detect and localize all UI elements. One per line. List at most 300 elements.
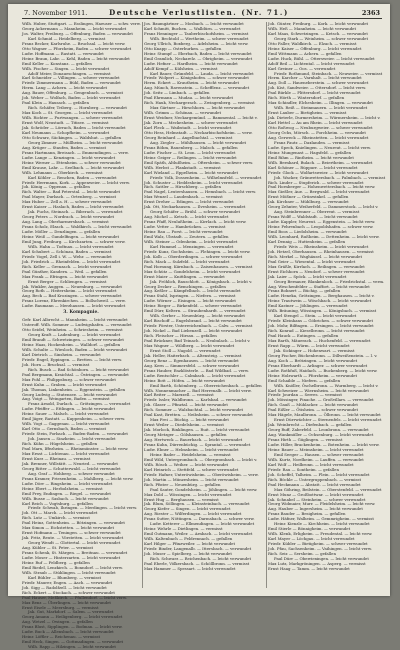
list-entry: Franz Bauder — Besigheim. — gefallen (268, 511, 346, 517)
list-entry: Paul Heckmann — Abstatt. — leicht verwundet (268, 481, 361, 487)
list-entry: Georg Stark — Weinheim. — schwer verwundet (274, 35, 369, 41)
list-entry: Franz Becker, Karlsruhe. — Bruchsal. — leicht verw. (22, 40, 126, 46)
list-entry: Max Gärtner — Hirschhorn. — leicht verwundet (150, 105, 245, 111)
list-entry: Paul Bürkle — Plittersdorf. — leicht verwundet (268, 90, 361, 96)
list-entry: Heinr. Trautwein — Wöschbach. — leicht verwundet (268, 298, 372, 304)
list-entry: Wilh. Herbst — Plankstadt. — vermisst (144, 164, 221, 170)
list-entry: Ludw. Ketterer — Ellmendingen. — leicht verwundet (150, 521, 255, 527)
list-entry: Franz Schenk, St. Märgen. — Breitnau. — verwundet (22, 550, 128, 556)
list-entry: Friedr. Kübler — Bietigheim. — schwer verwundet (268, 541, 368, 547)
list-entry: Herm. Eckert — Krautheim. — leicht verwundet (144, 80, 240, 86)
list-entry: Karl Bischoff — Engelsbrand. — leicht verwundet (144, 318, 242, 324)
list-entry: Wilh. Bernhard, Bulach. — Beiertheim. — verwundet (268, 159, 373, 165)
list-entry: Ernst Lauber — Bietigheim. — vermisst (268, 110, 347, 116)
list-entry: Max Wagner — Wildberg. — leicht verwundet (144, 342, 235, 348)
list-entry: Ludw. Vetter — Hambrücken. — vermisst (144, 224, 226, 230)
list-entry: Joh. Hetzel, Oberhausen. — Rheinhausen. — vermisst (268, 248, 374, 254)
list-entry: Ernst Eisele — Meersburg. — vermisst (22, 604, 99, 610)
list-entry: Ludw. Rothfuß, Haidach. — Buckenberg. — leicht verw. (268, 367, 378, 373)
list-entry: Gefr. Karl Albrecht — Mannheim. — leicht verwundet (22, 317, 128, 323)
list-entry: Wilh. Heß — Mannheim. — leicht verwundet (268, 25, 357, 31)
list-entry: Georg Ullrich, Boxberg. — Adelsheim. — leicht verw. (144, 40, 249, 46)
list-entry: Joh. Seitz — Limbach. — gefallen (144, 90, 210, 96)
list-entry: Franz Scholz, Elzach. — Waldkirch. — leicht verwundet (22, 224, 132, 230)
list-entry: Adolf Beil — Lichtental. — leicht verwundet (268, 60, 355, 66)
list-entry: Friedr. Förster, Unterreichenbach. — Calw. — vermisst (144, 323, 253, 329)
list-entry: Heinr. Weiß — Gundelfingen. — leicht verwundet (22, 233, 120, 239)
list-entry: Heinr. Rieger — Birkenfeld. — schwer verwundet (144, 303, 242, 309)
list-entry: Friedr. Zimmermann — Bühl, Baden — verwundet (22, 80, 121, 86)
list-entry: Joh. Kist, Sandweier. — Ottersdorf. — leicht verw. (268, 85, 367, 91)
list-entry: Aug. Krüger — Staufen, Baden — vermisst (22, 144, 107, 150)
list-entry: Ernst Stoll — Nagold. — verwundet (150, 347, 221, 353)
list-entry: Karl Schöner — Rüppurr. — leicht verwundet (268, 164, 358, 170)
list-entry: Emil Krause, Lahr. — Seelbach. — leicht verwundet (22, 164, 125, 170)
list-entry: Ernst Rapp — Würm. — leicht verwundet (268, 342, 350, 348)
list-entry: Aug. Koch — Brötzingen. — leicht verwundet (268, 357, 358, 363)
list-entry: Aug. Graf — Hohberg. — schwer verwundet (28, 470, 115, 476)
list-entry: Paul Dürr — Oberriexingen. — leicht verwundet (274, 555, 369, 561)
list-entry: Karl Schmid — Heidelberg. — vermisst (28, 35, 106, 41)
list-entry: Friedr. Rau — Sontheim. — gefallen (268, 466, 339, 472)
list-entry: Paul Günther, Kandern. — Weil. — gefallen (22, 268, 107, 274)
list-entry: Georg Metzger — Gölshausen. — gefallen (144, 432, 227, 438)
list-entry: Ludw. Speck, Knielingen. — Neureut. — leicht verw. (268, 144, 372, 150)
list-entry: Heinr. Geiger — Reilingen. — leicht verwundet (144, 154, 237, 160)
list-entry: Friedr. Rothmund, Steinbach. — Neuweier. — vermisst (274, 70, 383, 76)
list-entry: Karl Schubert — Schönau, Baden — vermisst (22, 248, 112, 254)
list-entry: Ernst Kurz — Rheinau. — vermisst (22, 455, 91, 461)
list-entry: Rich. Walter — Bad Peterstal. — leicht verwundet (22, 189, 121, 195)
list-entry: Jak. Ott, Neckarhausen. — Ilvesheim. — verwundet (144, 204, 246, 210)
list-entry: Max Frank — Efringen. — leicht verwundet (22, 273, 108, 279)
issue-date: 7. November 1911. (24, 9, 88, 17)
list-entry: Paul Brückner, Bad Teinach. — Neubulach. — leicht v. (144, 338, 251, 343)
list-entry: Wilh. Straub — Stühlingen. — leicht verwundet (22, 569, 116, 575)
list-entry: Rich. Merkel — Waghäusel. — leicht verwundet (268, 253, 363, 259)
list-entry: Jak. Sickinger — Hohenwart. — vermisst (274, 347, 355, 353)
list-entry: Heinr. Bader — Heidelsheim. — vermisst (150, 451, 231, 457)
list-entry: Adolf Kempf — Külsheim. — vermisst (144, 65, 218, 71)
list-entry: Paul Sauter, Gondelsheim. — Jöhlingen. — leicht verw. (150, 486, 258, 492)
list-entry: Georg Reinhard — Angelbachtal. — vermisst (144, 134, 233, 140)
list-entry: Max Koch — St. Georgen. — leicht verwundet (22, 110, 113, 116)
list-entry: Max Gräßle, Kirrlach. — Reilingen. — verwundet (268, 263, 365, 269)
list-entry: Friedr. Wolpert — Königshofen. — schwer verwundet (144, 75, 249, 81)
list-entry: Emil Wild, Untergrombach. — Obergrombach. — leicht v. (144, 456, 258, 462)
list-entry: Georg Schäfer — Brühl. — schwer verwundet (150, 209, 241, 215)
list-entry: Joh. König — Oppenau. — gefallen (22, 184, 90, 190)
list-entry: Joh. Schuster — Heddesheim. — leicht verwundet (144, 179, 243, 185)
list-entry: Karl Fleck — Waibstadt. — leicht verwundet (144, 125, 232, 131)
list-entry: Ernst Kuhn — Graben. — leicht verwundet (22, 381, 107, 387)
list-entry: Ludw. Fischer — St. Leon. — leicht verwundet (144, 149, 236, 155)
list-entry: Ludw. Buck — Allensbach. — leicht verwundet (22, 629, 114, 635)
list-entry: Emil Frey, Endingen. — Riegel. — verwundet (22, 490, 111, 496)
list-entry: Jak. Fritz, Reute. — Vörstetten. — leicht verwundet (22, 535, 124, 541)
list-entry: Paul Hornung, Kürnbach. — Zaisenhausen. — vermisst (144, 263, 253, 269)
list-entry: Paul Hauser, Meßkirch. — Pfullendorf. — leicht verw. (22, 594, 127, 600)
list-entry: Friedr. Stein, Forbach. — Baden-Baden. — verwundet (22, 431, 128, 437)
list-entry: Ernst Berger — Schliengen. — vermisst (28, 278, 107, 284)
list-entry: Joh. Wacker, Grünwettersbach. — Palmbach. — vermisst (274, 174, 386, 180)
list-entry: Karl Otto — Gernsbach, Baden — vermisst (22, 426, 107, 432)
list-entry: Heinr. Wehrle — Dietlingen. — vermisst (144, 526, 223, 532)
list-entry: Max Benz — Überlingen. — leicht verwundet (22, 599, 111, 605)
list-entry: Jos. Baumgärtner — Mosbach. — leicht verwundet (144, 21, 244, 26)
list-entry: Ludw. Hiller, Brackenheim. — Botenheim. — leicht verw. (268, 442, 380, 448)
list-entry: Emil Boos — Liedolsheim. — verwundet (268, 229, 347, 235)
list-entry: Wilh. Lehmann — Oberkirch. — vermisst (22, 169, 103, 175)
list-entry: Georg Ruff, Zaberfeld. — Leonbronn. — verwundet (268, 427, 369, 433)
list-entry: Georg Widmaier, Murr. — Pleidelsheim. — leicht verw. (268, 501, 376, 507)
list-entry: Otto Wagner — Pforzheim, Baden — schwer verwundet (22, 45, 132, 51)
list-entry: Franz Arnold, Durlach. — Grötzingen. — verwundet (28, 401, 131, 407)
list-entry: Karl Maas, Schwetzingen. — Ketsch. — verwundet (268, 30, 368, 36)
list-entry: Wilh. Knöller, Öschelbronn. — Wurmberg. — leicht v. (274, 382, 379, 388)
list-entry: Max Lutz, Markgröningen. — Asperg. — vermisst (268, 560, 366, 566)
list-entry: Franz Kramer, Friesenheim. — Mahlberg. — leicht verw. (22, 475, 134, 481)
list-entry: Wilh. Kurtz, Nordheim. — Lauffen. — verwundet (268, 456, 364, 462)
list-entry: Max Hammer — Spessart. — leicht verwundet (144, 565, 236, 571)
entry-list (22, 318, 140, 650)
list-entry: Aug. Hertweck — Bauerbach. — leicht verwundet (144, 437, 243, 443)
list-entry: Paul Mayer, Durbach. — Ortenberg. — vermisst (22, 194, 117, 200)
list-entry: Wilh. Leonhard, Rußheim. — Dettenheim. — leicht verw. (268, 233, 380, 239)
list-entry: Rich. Lutz — Umkirch. — vermisst (22, 515, 90, 521)
list-entry: Emil Jung, Freiburg. — Kirchzarten. — schwer verw. (22, 238, 126, 244)
list-entry: Karl Wieland — Eppelheim. — leicht verwundet (144, 169, 239, 175)
list-entry: Otto Schwarz, Säckingen. — Waldshut. — gefallen (22, 134, 122, 140)
list-entry: Georg Zehnter, Weiherfeld. — Dammerstock. — leicht v. (268, 204, 379, 210)
list-entry: Friedr. Engel, Eppingen. — Bretten. — leicht verw. (22, 356, 123, 362)
list-entry: Max Schütz — Gondelsheim. — leicht verwundet (144, 268, 241, 274)
list-entry: Joh. Mohr, Bilfingen. — Ersingen. — leicht verwundet (268, 323, 374, 329)
list-entry: Aug. Münch, Ravenstein. — Schefflenz. — verwundet (144, 85, 250, 91)
list-entry: Georg Peters — Nordrach. — leicht verwundet (22, 214, 115, 220)
list-entry: Friedr. Schwab, Ihringen. — Merdingen. — leicht verw. (28, 505, 138, 511)
list-entry: Heinr. Haas, Hockenheim. — Walldorf. — gefallen (22, 342, 121, 347)
list-entry: Franz Hauber, Enzklösterle. — Bad Wildbad. — verw. (144, 367, 249, 373)
list-entry: Rich. Sommer — Walzbachtal. — leicht verwundet (144, 407, 244, 413)
list-entry: Rich. Böckle — Untergruppenbach. — vermisst (268, 476, 362, 482)
list-entry: Georg Bernauer, Blankenloch. — Friedrichstal. — verm. (274, 278, 385, 284)
list-entry: Franz Hirth — Güglingen. — vermisst (268, 437, 343, 443)
list-entry: Franz Wolff — Waldstadt. — leicht verwundet (268, 214, 358, 220)
list-entry: Franz Kuhn, Dürrenbüchig. — Sprantal. — verwundet (144, 442, 251, 448)
list-entry: Karl Köhler — Renchen, Baden — verwundet (28, 174, 117, 180)
list-entry: Paul Ehrmann — Mudau. — leicht verwundet (144, 95, 234, 101)
list-entry: Friedr. Jourdan — Serres. — vermisst (268, 392, 342, 398)
list-entry: Jak. Schnabel — Steinheim. — schwer verwundet (268, 496, 366, 502)
list-entry: Otto Faller, Waldkirch. — Elzach. — vermisst (268, 40, 357, 46)
list-entry: Heinr. Braun, Lahr. — Kehl, Baden — leicht verwundet (22, 55, 130, 61)
list-entry: Rich. Hörth — Wintersdorf. — gefallen (268, 95, 345, 101)
list-entry: Karl Bauer, Grünsfeld. — Lauda. — leicht verwundet (150, 70, 254, 76)
list-entry: Friedr. Herrmann, Kork. — Appenweier. — leicht verw. (22, 179, 130, 185)
list-entry: Aug. Keßler — Kämpfelbach. — leicht verwundet (144, 288, 241, 294)
list-entry: Wilh. Huber, Stuttgart. — Esslingen, Haeuser — schw. verw. (22, 21, 141, 26)
list-entry: Franz Bohnert — Büchig. — gefallen (268, 288, 341, 294)
list-entry: Emil Schaible — Niefern. — gefallen (268, 377, 341, 383)
list-entry: Friedr. Glock — Wolfartsweier. — leicht verwundet (268, 169, 369, 175)
list-entry: Rich. Gauß — Mühlacker. — leicht verwundet (268, 402, 358, 408)
list-entry: Georg Ochs, Mörsch. — Forchheim. — verwundet (268, 129, 366, 135)
list-entry: Joh. Günter, Freiburg. — Kork. — leicht verwundet (268, 21, 369, 26)
list-entry: Max Huber — Zell a. H. — schwer verwundet (22, 199, 112, 205)
list-entry: Heinr. Werner — Ettenheim. — schwer verwundet (22, 159, 121, 165)
list-entry: Otto Knapp — Osterburken. — gefallen (144, 45, 222, 51)
list-entry: Rich. Sattler — Hirschberg. — gefallen (144, 184, 221, 190)
list-entry: Ludw. Baumann — Merzhausen. — leicht verwundet (22, 303, 126, 309)
list-entry: Wilh. Bechtold — Wertheim. — schwer verwundet (150, 35, 249, 41)
list-entry: Ludw. Moser — Hinterzarten. — leicht verwundet (22, 554, 121, 560)
list-entry: Karl Reich — Vogtsburg. — gefallen (22, 500, 93, 506)
list-entry: Emil Gramlich, Neckarelz. — Obrigheim. — verwundet (144, 55, 253, 61)
list-entry: Wilh. Hahn — Todtnau. — leicht verwundet (28, 243, 114, 249)
list-entry: Aug. Michel — Ketsch. — leicht verwundet (144, 214, 229, 220)
list-entry: Otto Hess, Helmstadt. — Neckarbischofsheim. — verw. (144, 129, 253, 135)
list-entry: Ernst Haag — Tamm. — leicht verwundet (268, 565, 350, 571)
list-entry: Wilh. Klenk, Erligheim. — Freudental. — leicht verw. (268, 531, 373, 537)
list-entry: Georg Kraft — Ladenburg. — leicht verwundet (28, 332, 121, 338)
list-entry: Georg Fischer, Büchenbronn. — Dillweißenstein. — l. v. (268, 352, 378, 358)
column-3 (268, 22, 388, 588)
list-entry: Joh. Mössinger, Pinache. — Großvillars. — verwundet (268, 397, 374, 403)
list-entry: Paul Nagel, Leutershausen. — Hemsbach. — leicht verw. (144, 189, 257, 195)
list-entry: Ernst Hofmann — Teningen. — schwer verwundet (22, 530, 121, 536)
list-entry: Rich. Seiz — Sersheim. — gefallen (268, 550, 336, 556)
list-entry: Friedr. Hafner, Unteröwisheim. — Oberöwisheim. — verw. (144, 471, 259, 477)
list-entry: Wilh. Gerber — Neuenbürg. — leicht verwundet (150, 313, 245, 319)
list-entry: Friedr. Issler, Waldbronn. — Karlsbad. — verwundet (144, 397, 247, 403)
list-entry: Heinr. Rau — Forst. — leicht verwundet (144, 229, 223, 235)
list-entry: Otto Roßwog — Neuburgweier. — schwer verwundet (268, 125, 373, 131)
list-entry: Max Wenzel — Laudenbach. — vermisst (144, 194, 223, 200)
list-entry: Paul Kast, Bretten. — Neibsheim. — schwer verwundet (144, 412, 253, 418)
list-entry: Wilh. Busse — Sasbach. — leicht verwundet (22, 495, 109, 501)
list-entry: Jak. Zorn — Meckesheim. — schwer verwundet (144, 120, 238, 126)
list-entry: Georg Roth — Heitersheim. — leicht verwundet (22, 288, 117, 294)
list-entry: Rich. Schwarz — Reichenbach. — leicht verwundet (150, 555, 252, 561)
list-entry: Emil Seeger — Hausen. — schwer verwundet (274, 451, 364, 457)
list-entry: Rich. Busch — Bad Schönborn. — leicht verwundet (28, 366, 129, 372)
list-entry: Ernst Munz — Großbottwar. — leicht verwundet (268, 491, 364, 497)
list-entry: Rich. Kühn — Hügelsheim. — gefallen (22, 441, 98, 447)
list-entry: Max Ernst — Lichtenau. — leicht verwundet (22, 450, 110, 456)
list-entry: Rich. Mack — Sulzfeld. — leicht verwundet (144, 258, 230, 264)
list-entry: Georg Ludwig — Stutensee. — leicht verwundet (22, 391, 117, 397)
list-entry: Jak. Heller, Haiterbach. — Altensteig. — vermisst (144, 352, 242, 358)
list-entry: Max Barth, Mäuerach. — Huchenfeld. — verwundet (268, 338, 371, 343)
list-entry: Jak. Winkler, Auggen. — Neuenburg. — verwundet (22, 283, 122, 289)
list-entry: Paul Klein — Hausach. — gefallen (22, 100, 89, 106)
list-entry: Friedr. Kunz, Gochsheim. — Flehingen. — leicht verw. (144, 248, 251, 254)
list-entry: Franz Eberhardt — Arlinger. — schwer verwundet (268, 362, 368, 368)
list-entry: Otto Seidel, Weinheim. — Schriesheim. — vermisst (22, 327, 123, 333)
list-entry: Franz Böhm, Rauenberg. — Malsch. — gefallen (144, 144, 238, 150)
list-entry: Ludw. Häfner, Walheim. — Gemmrigheim. — vermisst (268, 516, 374, 522)
list-entry: Heinr. Mungenast — Hagsfeld. — gefallen (268, 149, 352, 155)
list-entry: Ernst Dürrwächter — Sternenfels. — leicht verwundet (274, 417, 382, 423)
list-entry: Rich. Schäfer, Triberg. — Hornberg. — verwundet (28, 105, 127, 111)
list-entry: Paul Bergmann, Kraichtal. — Östringen. — verwundet (22, 371, 129, 377)
list-entry: Emil Riedel, Lenzkirch. — Bonndorf. — leicht verw. (22, 564, 123, 570)
column-rule (266, 22, 267, 588)
list-entry: Joh. Pfau, Sachsenheim. — Vaihingen. — leicht verw. (268, 546, 372, 552)
list-entry: Emil Späth, Altlußheim. — Oftersheim. — schwer verw. (144, 159, 254, 165)
list-entry: Wilh. Vogt — Gaggenau. — leicht verwundet (22, 421, 110, 427)
list-entry: Max Frei — Büchig. — leicht verwundet (150, 417, 229, 423)
list-entry: Aug. Hauber — Ingersheim. — leicht verwundet (268, 506, 363, 512)
list-entry: Aug. Doll — Haueneberstein. — schwer verwundet (268, 80, 369, 86)
list-entry: Jos. Walter, Freiburg. — Offenburg, Baden — verwundet (22, 30, 133, 36)
list-entry: Heinr. Stumpf — Eberbach, Baden — leicht verwundet (144, 50, 252, 56)
list-entry: Joh. Weber — Wolfach, Baden — leicht verwundet (22, 95, 121, 101)
list-entry: Georg Renz — Egenhausen. — leicht verwundet (144, 357, 239, 363)
list-entry: Jak. Brenner, Willstätt. — Neuried. — verwundet (22, 460, 118, 466)
list-entry: Ludw. Möller — Denzlingen. — gefallen (22, 229, 100, 235)
list-entry: Ernst Hug — Berghausen. — vermisst (144, 496, 219, 502)
list-entry: Rich. Eckert — Stockach. — schwer verwundet (22, 589, 115, 595)
list-entry: Joh. Nickel — Bad Liebenzell. — leicht verwundet (144, 328, 243, 334)
list-entry: Ernst Mößner — Grünwinkel. — gefallen (268, 194, 349, 200)
list-entry: Franz Hartmann, Breisach. — Emmendingen. — verw. (22, 149, 129, 155)
list-entry: Aug. Voigt — Weingarten, Baden — vermisst (22, 396, 110, 402)
list-entry: Georg Ackermann — Mannheim. — leicht verwundet (22, 25, 127, 31)
header-rule (22, 18, 382, 19)
list-entry: Karl Neumann — Schopfheim. — verwundet (22, 129, 110, 135)
column-2 (144, 22, 264, 588)
list-entry: Jak. Weinbrecht — Diefenbach. — gefallen (268, 422, 352, 428)
list-entry: Emil Stierle — Bönnigheim. — verwundet (268, 526, 351, 532)
list-entry: Ludw. Hefner — Hardheim. — leicht verwundet (144, 60, 238, 66)
list-entry: Karl Dennig — Huttenheim. — gefallen (268, 238, 346, 244)
list-entry: Rich. Pfister — Neuenbürg. — gefallen (144, 481, 221, 487)
list-entry: Aug. Beck — Bad Krozingen. — schwer verwundet (22, 293, 122, 299)
list-entry: Joh. Glaser — Pfinztal. — leicht verwundet (144, 402, 228, 408)
list-entry: Ludw. Wörner — Eisingen. — leicht verwundet (144, 298, 236, 304)
list-entry: Aug. Steinbrenner — Oberreut. — vermisst (274, 209, 360, 215)
list-entry: Jak. Fröhlich, Bauschlott. — Königsbach. — leicht v. (150, 278, 253, 284)
list-entry: Aug. Gerweck — Rheinstetten. — leicht verwundet (268, 134, 369, 140)
list-entry: Wilh. Grimm — Schönau. — verwundet (144, 110, 222, 116)
list-entry: Karl Schweizer — Wiernsheim. — leicht verwundet (268, 387, 369, 393)
list-entry: Paul Heinz, Gottenheim. — Bötzingen. — verwundet (22, 520, 125, 526)
list-entry: Aug. Kübler — St. Peter. — vermisst (22, 545, 94, 551)
publication-title: Deutsche Verlustlisten. (Nr. 71.) (109, 8, 289, 17)
list-entry: Franz Lorenz, Ehrenkirchen. — Bollschweil. — verw. (22, 298, 126, 304)
list-entry: Aug. Kern — Simmersfeld. — schwer verwundet (144, 362, 240, 368)
list-entry: Max Pohl — Philippsburg. — schwer verwundet (22, 376, 116, 382)
list-entry: Wilh. Reiß — Steinmauern. — leicht verwundet (274, 105, 368, 111)
list-entry: Herm. Lang — Achern. — leicht verwundet (22, 85, 108, 91)
list-entry: Wilh. Kaltenbach — Feldrennach. — gefallen (144, 536, 233, 542)
entry-list (22, 22, 140, 309)
list-entry: Paul Eberle, Völkersbach. — Schöllbronn. — vermisst (144, 560, 250, 566)
list-entry: Karl Bühler — Blumberg. — vermisst (28, 574, 102, 580)
list-entry: Max Gießler, Aue. — Bergwald. — leicht verwundet (268, 189, 370, 195)
list-entry: Rich. Fleischer — Hirsau. — gefallen (144, 333, 217, 339)
list-entry: Joh. Muser — Spielberg. — leicht verwundet (144, 550, 232, 556)
list-entry: Emil Dürr, Keltern. — Straubenhardt. — verwundet (144, 308, 246, 314)
list-entry: Jak. Morlock, Rinklingen. — Ruit. — leicht verwundet (144, 427, 250, 433)
list-entry: Max Simon — Eichstetten. — leicht verwundet (22, 525, 115, 531)
list-entry: Jak. Kirchner — Mühlburg. — verwundet (268, 199, 349, 205)
list-entry: Karl Hettel — Au am Rhein. — leicht verwundet (268, 120, 363, 126)
list-entry: Rich. Hauk, Neckargerach. — Zwingenberg. — vermisst (144, 100, 255, 106)
list-entry: Joh. Horn — Bruchsal. — vermisst (22, 361, 90, 367)
list-entry: Joh. Friedrich — Rheinfelden. — leicht verwundet (22, 258, 121, 264)
list-entry: Emil Barth, Schömberg. — Oberreichenbach. — gefallen (150, 382, 262, 388)
list-entry: Wilh. Richter — Furtwangen. — schwer verwundet (22, 115, 123, 121)
list-entry: Emil Heck, Singen. — Gottmadingen. — verwundet (22, 639, 124, 645)
list-entry: Joh. Jansen — Sinzheim. — leicht verwundet (28, 436, 116, 442)
list-entry: Ernst Weidner, Neckargemünd. — Bammental. — leicht v. (144, 115, 258, 121)
list-entry: Jak. Schröder — Lörrach, Baden — leicht verwundet (22, 125, 126, 131)
list-entry: Friedr. Vogel, Zell i. W. — Wehr. — verwundet (22, 253, 112, 259)
list-entry: Ernst Weiler — Diedelsheim. — vermisst (144, 422, 224, 428)
list-entry: Ludw. Heneka, Grötzingen. — Berghausen. — leicht v. (268, 293, 375, 299)
list-entry: Paul Hauck — Eutingen. — gefallen (268, 333, 339, 339)
list-entry: Max Göhring, Beilstein. — Oberstenfeld. — verwundet (274, 486, 382, 492)
list-entry: Franz Pfaff, Neulußheim. — Kirrlach. — leicht verw. (144, 219, 247, 225)
list-entry: Heinr. Bott — Höfen. — leicht verwundet (144, 377, 225, 383)
list-entry: Aug. Weschenfelder — Staffort. — leicht verwundet (268, 283, 370, 289)
list-entry: Wilh. Rapp — Hilzingen. — leicht verwundet (28, 644, 116, 650)
list-entry: Ludw. Dörr — Ringsheim. — leicht verwundet (22, 480, 113, 486)
list-entry: Unteroff. Wilh. Sommer — Ludwigshafen. — verwundet (22, 322, 132, 328)
list-entry: Rich. Linder — Stupferich. — schwer verwundet (268, 179, 364, 185)
list-entry: Paul Hornberger — Hohenwettersbach. — leicht verw. (268, 184, 376, 190)
list-entry: Aug. Wankmüller — Ochsenburg. — leicht verwundet (268, 432, 374, 438)
list-entry: Karl Mayer — Löchgau. — leicht verwundet (268, 536, 355, 542)
list-entry: Herm. Karcher — Varnhalt. — leicht verwundet (268, 75, 362, 81)
list-entry: Friedr. Maurer, Engen. — Aach. — verwundet (22, 579, 113, 585)
list-entry: Franz Stahl, Ispringen. — Niefern. — vermisst (144, 293, 236, 299)
list-entry: Karl Schmitt, Buchen. — Walldürn. — verwundet (144, 25, 241, 31)
list-entry: Karl Dietrich — Sinsheim. — verwundet (22, 351, 101, 357)
list-entry: Wilh. Schulte — Wiesloch, Baden — leicht verwundet (22, 346, 128, 352)
list-entry: Paul Eißler — Ötisheim. — schwer verwundet (268, 407, 359, 413)
list-entry: Max Schindler, Elchesheim. — Illingen. — verwundet (268, 100, 373, 106)
list-entry: Georg Wendt — Glottertal. — leicht verwundet (28, 540, 121, 546)
list-entry: Wilh. Nonnenmacher — Bad Herrenalb. — leicht verw. (144, 387, 252, 393)
list-entry: Aug. Lang — Oberharmersbach. — vermisst (22, 219, 109, 225)
list-entry: Karl Reiter — Marxzell. — vermisst (144, 392, 214, 398)
list-entry: Paul Marx, Iffezheim. — Rheinmünster. — leicht verw. (22, 446, 129, 452)
list-entry: Rich. Keller — Grenzach. — leicht verwundet (22, 263, 112, 269)
list-entry: Ludw. Pfeiffer — Ettlingen. — leicht verwundet (22, 406, 116, 412)
list-entry: Joh. Sigg — Radolfzell. — leicht verwundet (22, 584, 107, 590)
newspaper-page (8, 4, 390, 650)
list-entry: Heinr. Kienzle — Kirchheim. — leicht verwundet (274, 521, 370, 527)
list-entry: Emil Kastner — Jöhlingen. — verwundet (268, 303, 348, 309)
list-entry: Ludw. Rentschler — Calmbach. — leicht verwundet (144, 372, 246, 378)
list-entry: Emil Gutmann, Weiler. — Arnbach. — leicht verwundet (144, 531, 253, 537)
list-entry: Max Dold — Wössingen. — leicht verwundet (144, 491, 232, 497)
section-heading: 3. Kompagnie. (63, 310, 99, 316)
list-entry: Joh. Kolb — Oberderdingen. — schwer verwundet (144, 253, 243, 259)
list-entry: Joh. Scheffel, Talheim. — Flein. — leicht verwundet (268, 471, 370, 477)
list-entry: Ernst Eichhorn — Neudorf. — schwer verwundet (268, 268, 365, 274)
list-entry: Heinr. Löffler — Reichenau. — vermisst (22, 634, 101, 640)
list-entry: Rich. Konrad — Kieselbronn. — leicht verwundet (268, 328, 365, 334)
list-entry: Heinr. Ebert — Herbolzheim. — vermisst (22, 485, 103, 491)
list-entry: Heinr. Holzwarth — Pforzheim. — verwundet (268, 372, 358, 378)
list-entry: Aug. Riester — Wilferdingen. — leicht verwundet (144, 511, 242, 517)
list-entry: Ludw. Kappler, Neureut. — Eggenstein. — leicht verw. (268, 219, 376, 225)
